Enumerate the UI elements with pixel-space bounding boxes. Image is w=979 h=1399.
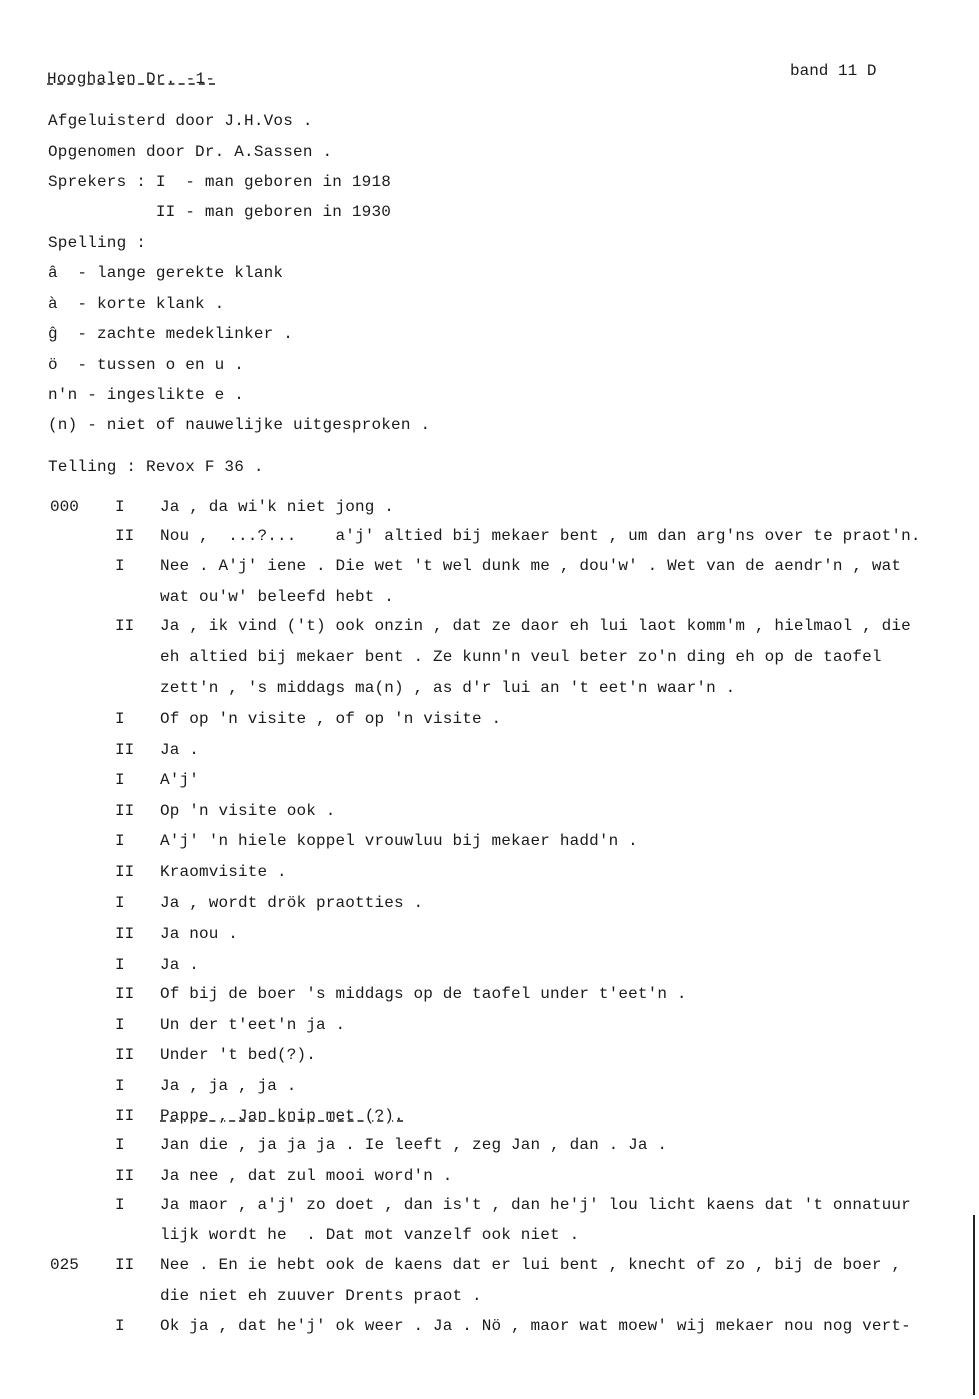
speaker-label: I <box>115 832 125 850</box>
utterance-text: Of op 'n visite , of op 'n visite . <box>160 710 502 728</box>
speaker-label: II <box>115 802 135 820</box>
utterance-text: Ja , ik vind ('t) ook onzin , dat ze daor eh lui laot komm'm , hielmaol , die <box>160 617 911 635</box>
speaker-label: II <box>115 1107 135 1125</box>
utterance-text: eh altied bij mekaer bent . Ze kunn'n veul beter zo'n ding eh op de taofel <box>160 648 882 666</box>
tape-band-label: band 11 D <box>790 62 877 80</box>
utterance-text: Un der t'eet'n ja . <box>160 1016 346 1034</box>
speaker-label: I <box>115 771 125 789</box>
utterance-text: Nee . En ie hebt ook de kaens dat er lui bent , knecht of zo , bij de boer , <box>160 1256 902 1274</box>
utterance-text: Op 'n visite ook . <box>160 802 336 820</box>
speaker-label: I <box>115 498 125 516</box>
speaker-label: II <box>115 863 135 881</box>
listened-by: Afgeluisterd door J.H.Vos . <box>48 112 313 130</box>
utterance-text: Kraomvisite . <box>160 863 287 881</box>
speakers-line-1: Sprekers : I - man geboren in 1918 <box>48 173 392 191</box>
utterance-text: A'j' 'n hiele koppel vrouwluu bij mekaer hadd'n . <box>160 832 638 850</box>
utterance-text: Ja maor , a'j' zo doet , dan is't , dan he'j' lou licht kaens dat 't onnatuur <box>160 1196 911 1214</box>
spelling-item: ö - tussen o en u . <box>48 356 245 374</box>
speaker-label: I <box>115 956 125 974</box>
spelling-heading: Spelling : <box>48 234 147 252</box>
utterance-text: Ja , wordt drök praotties . <box>160 894 424 912</box>
speaker-label: II <box>115 1256 135 1274</box>
utterance-text: Under 't bed(?). <box>160 1046 317 1064</box>
speaker-label: II <box>115 617 135 635</box>
utterance-text: A'j' <box>160 771 200 789</box>
utterance-text: Jan die , ja ja ja . Ie leeft , zeg Jan , dan . Ja . <box>160 1136 668 1154</box>
speaker-label: I <box>115 1196 125 1214</box>
speaker-label: I <box>115 710 125 728</box>
speakers-line-2: II - man geboren in 1930 <box>48 203 392 221</box>
utterance-text: Nee . A'j' iene . Die wet 't wel dunk me , dou'w' . Wet van de aendr'n , wat <box>160 557 902 575</box>
speaker-label: I <box>115 1317 125 1335</box>
speaker-label: II <box>115 1046 135 1064</box>
utterance-text: Ja , ja , ja . <box>160 1077 297 1095</box>
speaker-label: II <box>115 527 135 545</box>
utterance-text: Ja nou . <box>160 925 239 943</box>
utterance-text: Ja , da wi'k niet jong . <box>160 498 395 516</box>
speaker-label: II <box>115 925 135 943</box>
recorded-by: Opgenomen door Dr. A.Sassen . <box>48 143 333 161</box>
speaker-label: II <box>115 1167 135 1185</box>
utterance-text: Ja . <box>160 956 200 974</box>
speaker-label: II <box>115 741 135 759</box>
spelling-item: à - korte klank . <box>48 295 225 313</box>
page-edge-line <box>973 1215 975 1395</box>
utterance-text: zett'n , 's middags ma(n) , as d'r lui an 't eet'n waar'n . <box>160 679 736 697</box>
utterance-text: Of bij de boer 's middags op de taofel under t'eet'n . <box>160 985 687 1003</box>
spelling-item: n'n - ingeslikte e . <box>48 386 245 404</box>
document-title: Hooghalen Dr. -1- <box>47 70 216 88</box>
counter-value: 000 <box>50 498 79 516</box>
spelling-item: (n) - niet of nauwelijke uitgesproken . <box>48 416 431 434</box>
counter-info: Telling : Revox F 36 . <box>48 458 264 476</box>
utterance-text: wat ou'w' beleefd hebt . <box>160 588 395 606</box>
speaker-label: II <box>115 985 135 1003</box>
spelling-item: â - lange gerekte klank <box>48 264 284 282</box>
utterance-text: Ok ja , dat he'j' ok weer . Ja . Nö , maor wat moew' wij mekaer nou nog vert- <box>160 1317 911 1335</box>
speaker-label: I <box>115 1016 125 1034</box>
utterance-text: die niet eh zuuver Drents praot . <box>160 1287 482 1305</box>
utterance-text: Pappe , Jan knip met (?). <box>160 1107 404 1125</box>
utterance-text: Ja nee , dat zul mooi word'n . <box>160 1167 453 1185</box>
speaker-label: I <box>115 1077 125 1095</box>
speaker-label: I <box>115 557 125 575</box>
utterance-text: Ja . <box>160 741 200 759</box>
counter-value: 025 <box>50 1256 79 1274</box>
speaker-label: I <box>115 894 125 912</box>
utterance-text: lijk wordt he . Dat mot vanzelf ook niet . <box>160 1226 580 1244</box>
spelling-item: ĝ - zachte medeklinker . <box>48 325 294 343</box>
speaker-label: I <box>115 1136 125 1154</box>
utterance-text: Nou , ...?... a'j' altied bij mekaer bent , um dan arg'ns over te praot'n. <box>160 527 921 545</box>
